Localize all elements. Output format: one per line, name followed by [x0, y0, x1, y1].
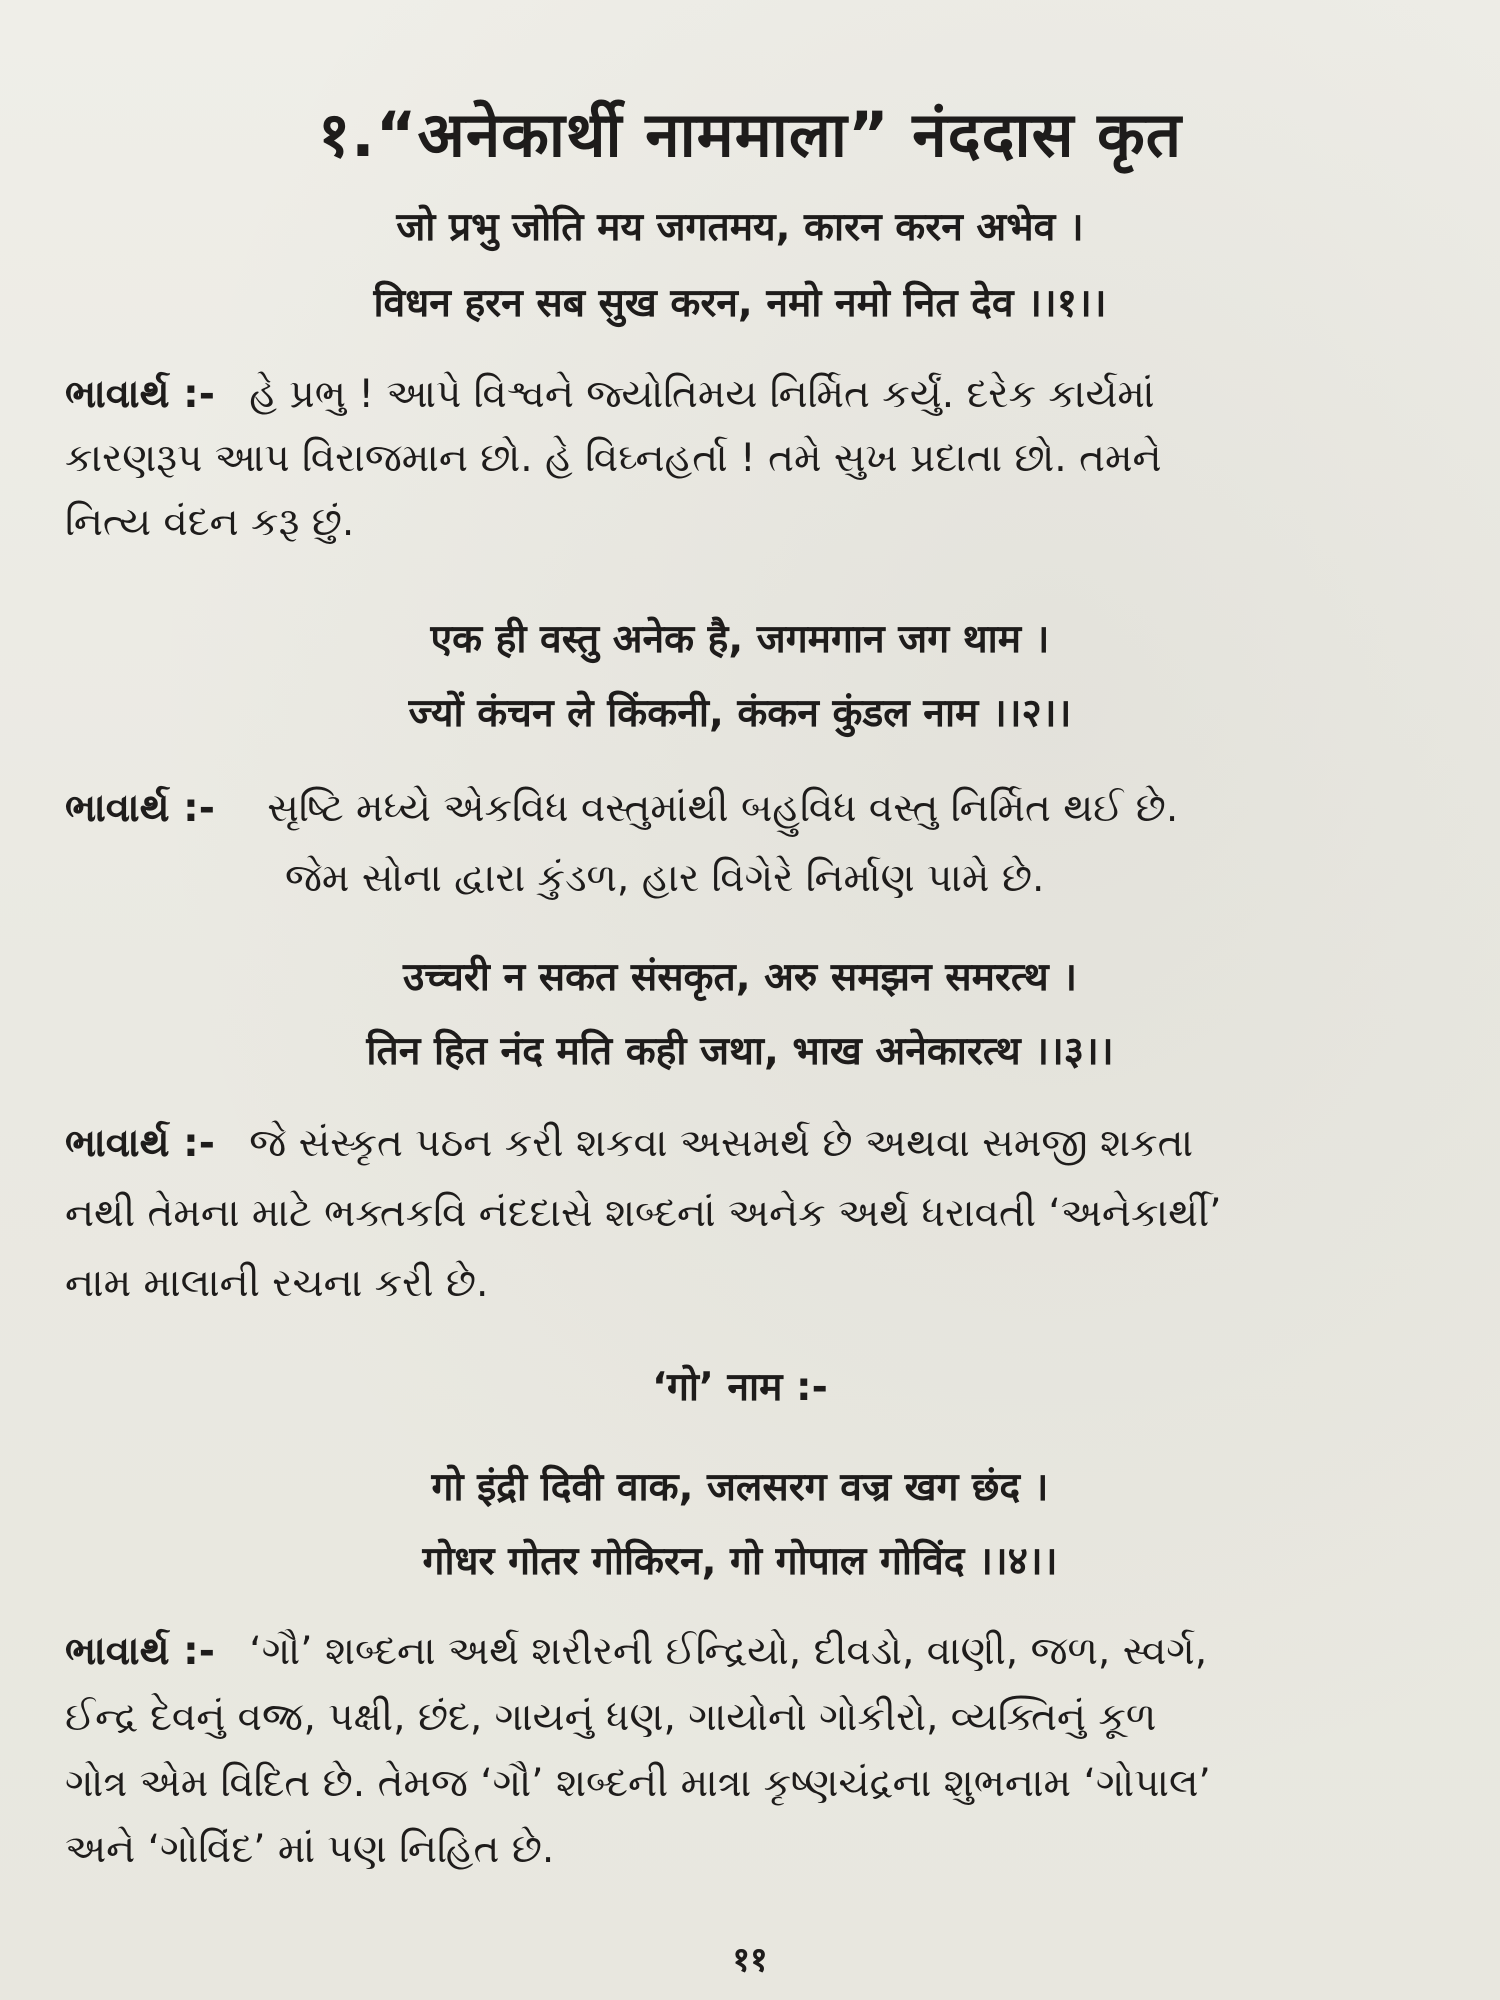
- verse-line: जो प्रभु जोति मय जगतमय, कारन करन अभेव ।: [396, 205, 1084, 250]
- meaning-line: ‘ગૌ’ શબ્દના અર્થ શરીરની ઈન્દ્રિયો, દીવડો, વાણી, જળ, સ્વર્ગ,: [249, 1629, 1208, 1674]
- meaning-line: સૃષ્ટિ મધ્યે એકવિધ વસ્તુમાંથી બહુવિધ વસ્તુ નિર્મિત થઈ છે.: [267, 786, 1179, 831]
- meaning-label: ભાવાર્થ :-: [65, 1121, 215, 1166]
- verse-4: [160, 1460, 1320, 1590]
- meaning-line: નિત્ય વંદન કરૂ છું.: [65, 500, 355, 545]
- verse-line: विधन हरन सब सुख करन, नमो नमो नित देव ।।१।।: [373, 281, 1107, 326]
- meaning-4: [65, 1620, 1455, 1882]
- page-title: १.“अनेकार्थी नाममाला” नंददास कृत: [317, 98, 1183, 171]
- section-subheading: ‘गो’ नाम :-: [652, 1365, 828, 1410]
- page-number: ११: [732, 1940, 768, 1980]
- verse-2: [160, 612, 1320, 742]
- meaning-label: ભાવાર્થ :-: [65, 372, 215, 417]
- verse-3: [160, 950, 1320, 1080]
- meaning-line: ગોત્ર એમ વિદિત છે. તેમજ ‘ગૌ’ શબ્દની માત્રા કૃષ્ણચંદ્રના શુભનામ ‘ગોપાલ’: [65, 1761, 1211, 1806]
- meaning-line: નથી તેમના માટે ભક્તકવિ નંદદાસે શબ્દનાં અનેક અર્થ ધરાવતી ‘અનેકાર્થી’: [65, 1191, 1222, 1236]
- meaning-line: કારણરૂપ આપ વિરાજમાન છો. હે વિઘ્નહર્તા ! તમે સુખ પ્રદાતા છો. તમને: [65, 436, 1162, 481]
- meaning-line: નામ માલાની રચના કરી છે.: [65, 1261, 489, 1306]
- meaning-line: હે પ્રભુ ! આપે વિશ્વને જ્યોતિમય નિર્મિત કર્યું. દરેક કાર્યમાં: [249, 372, 1155, 417]
- verse-line: उच्चरी न सकत संसकृत, अरु समझन समरत्थ ।: [403, 955, 1077, 1000]
- verse-line: ज्यों कंचन ले किंकनी, कंकन कुंडल नाम ।।२।।: [408, 691, 1072, 736]
- verse-line: एक ही वस्तु अनेक है, जगमगान जग थाम ।: [430, 617, 1050, 662]
- meaning-label: ભાવાર્થ :-: [65, 1629, 215, 1674]
- verse-line: गो इंद्री दिवी वाक, जलसरग वज्र खग छंद ।: [431, 1465, 1049, 1510]
- meaning-1: [65, 363, 1455, 555]
- verse-line: तिन हित नंद मति कही जथा, भाख अनेकारत्थ ।।३।।: [366, 1029, 1114, 1074]
- meaning-line: જે સંસ્કૃત પઠન કરી શકવા અસમર્થ છે અથવા સમજી શકતા: [249, 1121, 1194, 1166]
- meaning-2: [65, 777, 1455, 911]
- meaning-line: જેમ સોના દ્વારા કુંડળ, હાર વિગેરે નિર્માણ પામે છે.: [285, 856, 1045, 901]
- meaning-3: [65, 1112, 1455, 1316]
- verse-line: गोधर गोतर गोकिरन, गो गोपाल गोविंद ।।४।।: [422, 1539, 1058, 1584]
- meaning-label: ભાવાર્થ :-: [65, 786, 215, 831]
- meaning-line: ઈન્દ્ર દેવનું વજ્ર, પક્ષી, છંદ, ગાયનું ધણ, ગાયોનો ગોકીરો, વ્યક્તિનું કૂળ: [65, 1695, 1157, 1740]
- meaning-line: અને ‘ગોવિંદ’ માં પણ નિહિત છે.: [65, 1827, 555, 1872]
- verse-1: [160, 200, 1320, 332]
